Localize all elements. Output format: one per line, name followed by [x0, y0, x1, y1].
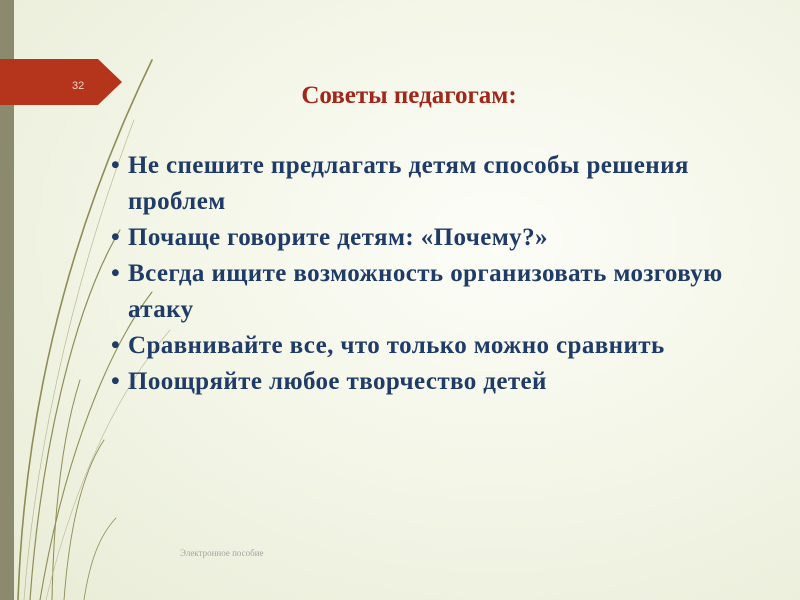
list-item-text: Не спешите предлагать детям способы решения проблем [128, 152, 689, 215]
slide-title: Советы педагогам: [301, 82, 517, 109]
list-item [110, 328, 750, 364]
list-item [110, 364, 750, 400]
list-item-text: Всегда ищите возможность организовать мозговую атаку [128, 260, 723, 323]
advice-list [110, 148, 750, 400]
list-item-text: Почаще говорите детям: «Почему?» [128, 224, 548, 251]
list-item [110, 148, 750, 220]
bullet-icon: • [111, 368, 121, 395]
list-item [110, 220, 750, 256]
list-item [110, 256, 750, 328]
bullet-icon: • [111, 224, 121, 251]
bullet-icon: • [111, 152, 121, 179]
footer-text: Электронное пособие [180, 548, 264, 558]
bullet-icon: • [111, 260, 121, 287]
slide-number: 32 [72, 80, 85, 92]
list-item-text: Поощряйте любое творчество детей [128, 368, 547, 395]
list-item-text: Сравнивайте все, что только можно сравнить [128, 332, 665, 359]
bullet-icon: • [111, 332, 121, 359]
